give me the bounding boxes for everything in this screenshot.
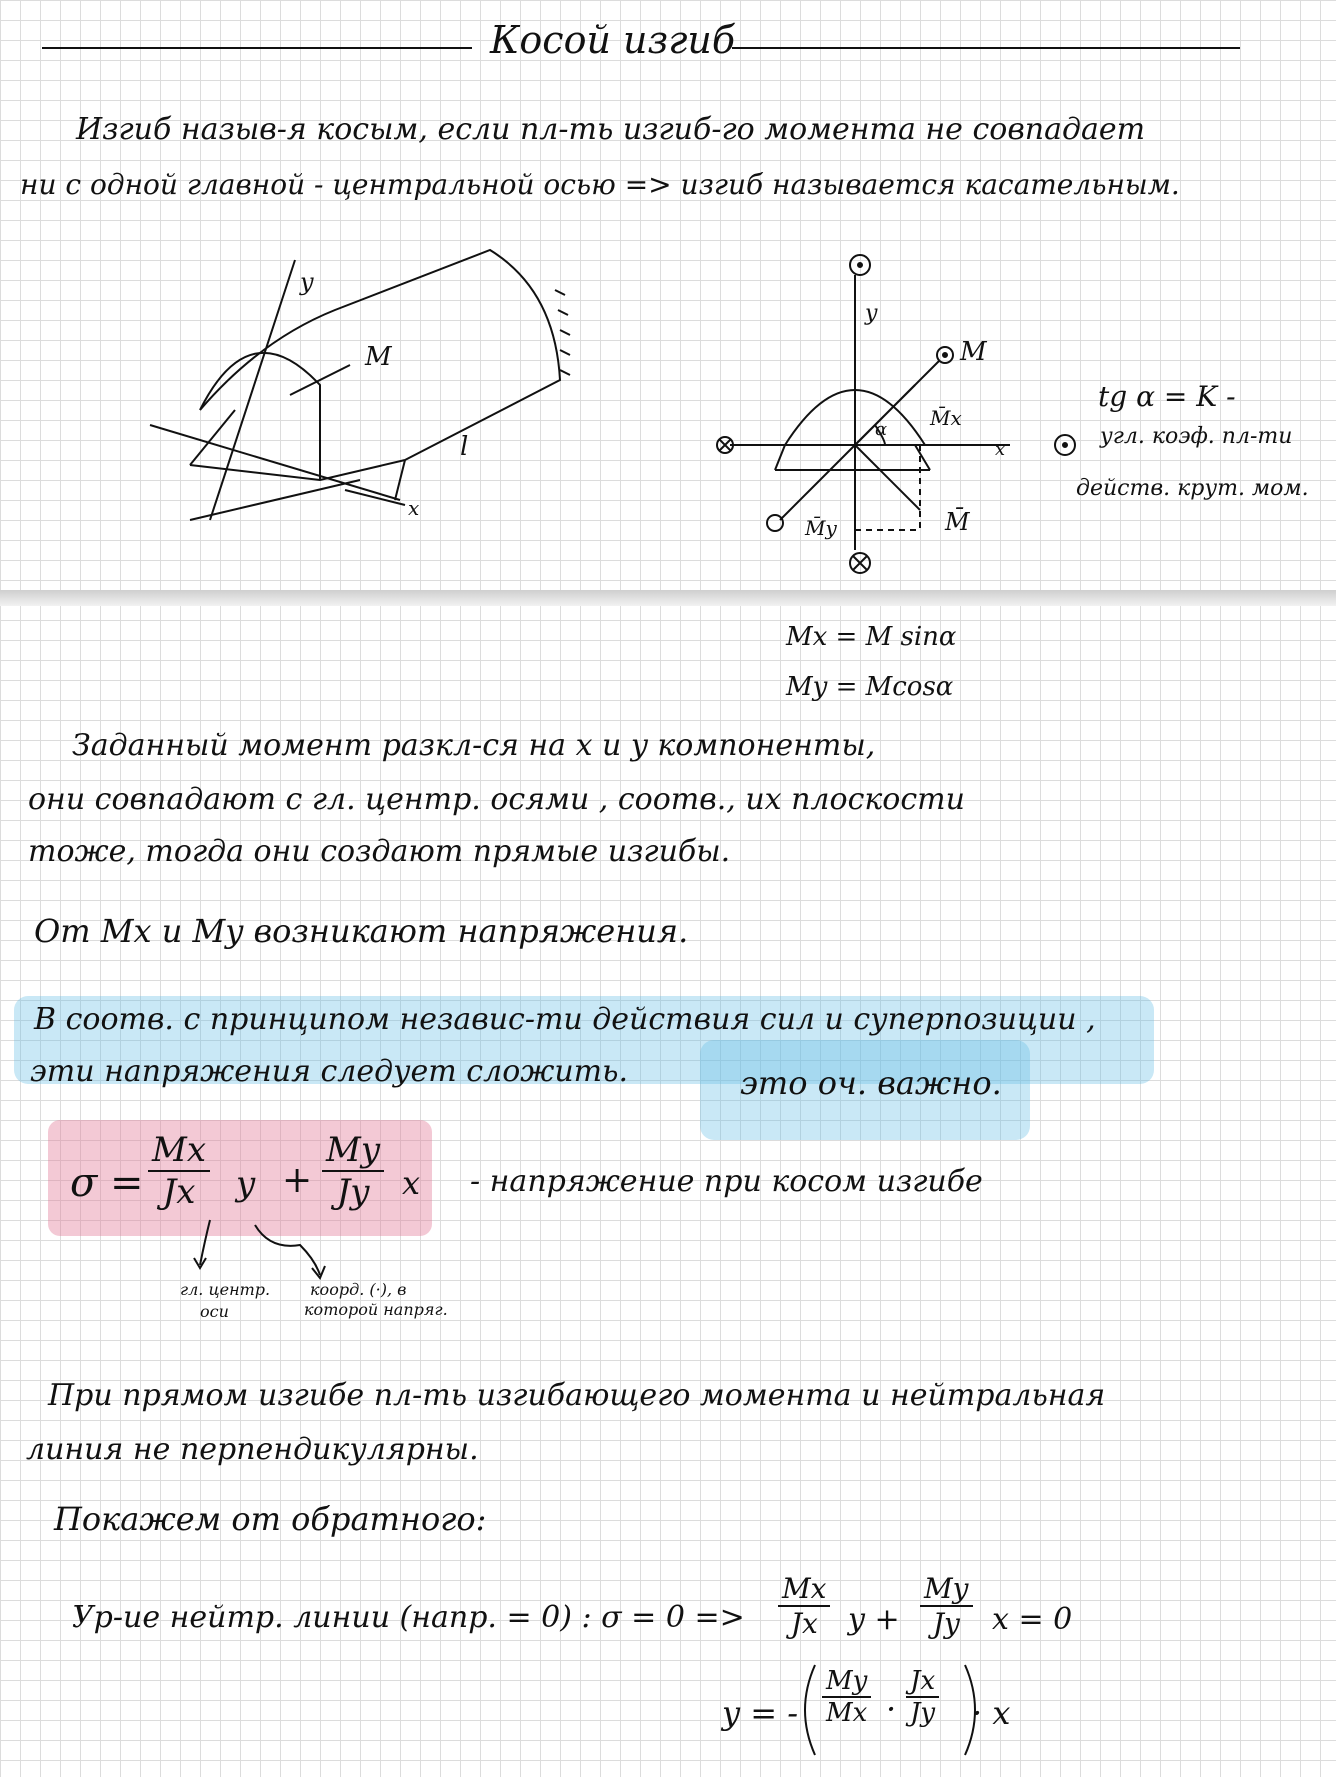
- paragraph3-line-2: линия не перпендикулярны.: [26, 1432, 479, 1467]
- page-title: Косой изгиб: [490, 18, 736, 62]
- annotation-1-line-1: гл. центр.: [180, 1280, 271, 1299]
- highlight-line-2: эти напряжения следует сложить.: [30, 1054, 628, 1089]
- final-f2-num: Jx: [906, 1666, 939, 1698]
- final-f1-num: My: [822, 1666, 871, 1698]
- beam-label-x: x: [408, 496, 420, 520]
- section-label-My: M̄y: [805, 516, 837, 540]
- paragraph2-line-1: Заданный момент разкл-ся на x и y компоненты,: [72, 728, 876, 763]
- section-label-alpha: α: [875, 419, 888, 440]
- component-my: My = Mcosα: [786, 672, 954, 702]
- intro-line-1: Изгиб назыв-я косым, если пл-ть изгиб-го момента не совпадает: [76, 112, 1146, 147]
- formula-var-2: x: [402, 1164, 421, 1202]
- page-break: [0, 590, 1336, 606]
- formula-frac1-den: Jx: [162, 1172, 196, 1212]
- final-dot: ·: [886, 1690, 897, 1728]
- formula-frac1-num: Mx: [148, 1130, 210, 1172]
- side-note-line-1: tg α = K -: [1098, 380, 1236, 413]
- annotation-1-line-2: оси: [200, 1302, 229, 1321]
- section-label-M: M: [960, 337, 987, 367]
- neutral-f1-num: Mx: [778, 1572, 830, 1607]
- neutral-f2-num: My: [920, 1572, 973, 1607]
- cross-section-figure: [715, 245, 1145, 585]
- neutral-f1-den: Jx: [790, 1607, 818, 1640]
- paragraph3-line-1: При прямом изгибе пл-ть изгибающего момента и нейтральная: [48, 1378, 1106, 1413]
- neutral-fraction-1: [778, 1572, 830, 1640]
- side-note-line-3: действ. крут. мом.: [1076, 476, 1309, 501]
- formula-fraction-2: [322, 1130, 384, 1212]
- section-label-y: y: [865, 301, 878, 326]
- final-fraction-1: [822, 1666, 871, 1728]
- beam-label-y: y: [300, 268, 314, 296]
- beam-label-M: M: [365, 342, 392, 372]
- component-mx: Mx = M sinα: [786, 622, 957, 652]
- neutral-var-2: x = 0: [992, 1602, 1073, 1637]
- section-label-Mbar: M̄: [945, 508, 970, 536]
- beam-label-l: l: [460, 432, 469, 462]
- proof-line: Покажем от обратного:: [54, 1500, 487, 1538]
- neutral-text: Ур-ие нейтр. линии (напр. = 0) : σ = 0 =>: [72, 1600, 745, 1635]
- formula-description: - напряжение при косом изгибе: [470, 1164, 983, 1199]
- section-label-Mx: M̄x: [930, 406, 962, 430]
- important-note: это оч. важно.: [740, 1064, 1002, 1102]
- annotation-2-line-2: которой напряг.: [304, 1300, 448, 1319]
- highlight-line-1: В соотв. с принципом независ-ти действия сил и суперпозиции ,: [34, 1002, 1096, 1037]
- stress-line: От Mx и My возникают напряжения.: [34, 912, 689, 950]
- final-f2-den: Jy: [910, 1698, 936, 1728]
- section-label-x: x: [995, 439, 1006, 460]
- beam-figure: [160, 250, 580, 550]
- neutral-fraction-2: [920, 1572, 973, 1640]
- neutral-f2-den: Jy: [932, 1607, 960, 1640]
- intro-line-2: ни с одной главной - центральной осью => изгиб называется касательным.: [20, 168, 1180, 201]
- paragraph2-line-3: тоже, тогда они создают прямые изгибы.: [28, 834, 731, 869]
- side-note-line-2: угл. коэф. пл-ти: [1100, 424, 1293, 449]
- annotation-2-line-1: коорд. (·), в: [310, 1280, 407, 1299]
- formula-var-1: y: [236, 1164, 256, 1204]
- final-fraction-2: [906, 1666, 939, 1728]
- formula-frac2-den: Jy: [336, 1172, 370, 1212]
- final-lhs: y = -: [722, 1694, 799, 1732]
- paragraph2-line-2: они совпадают с гл. центр. осями , соотв., их плоскости: [28, 782, 965, 817]
- formula-sigma: σ =: [70, 1160, 144, 1206]
- neutral-var-1: y +: [848, 1602, 900, 1637]
- formula-frac2-num: My: [322, 1130, 384, 1172]
- formula-fraction-1: [148, 1130, 210, 1212]
- final-f1-den: Mx: [826, 1698, 868, 1728]
- formula-plus: +: [282, 1160, 313, 1201]
- final-rhs: · x: [972, 1694, 1011, 1732]
